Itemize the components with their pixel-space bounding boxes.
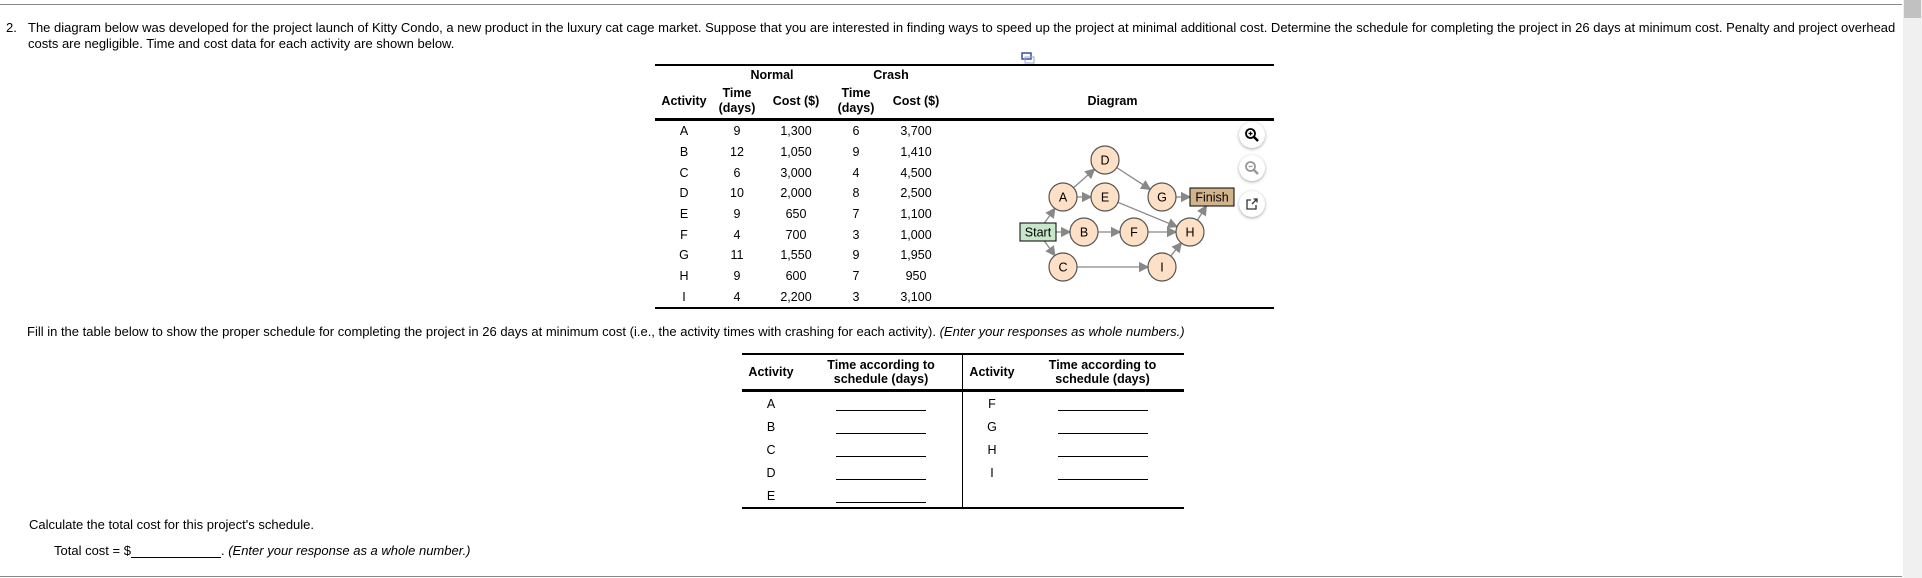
normal-time-header: Time (days): [713, 84, 761, 120]
answer-activity-header-left: Activity: [742, 354, 800, 391]
answer-row: [742, 415, 1184, 438]
edge-a-d: [1074, 169, 1095, 187]
total-cost-note: (Enter your response as a whole number.): [228, 543, 471, 558]
cell-normal-time: 10: [730, 186, 744, 201]
node-label: D: [1100, 153, 1110, 168]
cell-normal-cost: 1,550: [780, 248, 812, 263]
cell-activity: D: [679, 186, 689, 201]
schedule-time-input[interactable]: [836, 488, 926, 503]
edge-h-finish: [1197, 206, 1206, 220]
cell-normal-time: 4: [713, 287, 761, 309]
activity-row: [655, 120, 1274, 142]
cell-normal-time: 11: [730, 248, 744, 263]
answer-row: [742, 461, 1184, 484]
normal-cost-header: Cost ($): [761, 84, 831, 120]
cell-crash-time: 8: [852, 186, 860, 201]
answer-activity-label: I: [990, 465, 994, 480]
cell-normal-cost: 1,300: [780, 124, 812, 139]
cell-crash-cost: 1,000: [900, 227, 932, 242]
activity-header: Activity: [655, 84, 713, 120]
cell-normal-time: 6: [733, 165, 741, 180]
cell-activity: H: [679, 269, 689, 284]
node-c: [1049, 253, 1077, 281]
crash-group-header: Crash: [831, 65, 951, 84]
answer-activity-header-right: Activity: [963, 354, 1022, 391]
crash-time-header: Time (days): [831, 84, 881, 120]
answer-activity-label: E: [742, 484, 800, 508]
cell-crash-time: 9: [852, 145, 860, 160]
cell-normal-cost: 2,000: [780, 186, 812, 201]
node-a: [1049, 183, 1077, 211]
zoom-out-icon[interactable]: [1239, 155, 1265, 181]
answer-activity-label: G: [987, 419, 997, 434]
cell-normal-time: 12: [730, 145, 744, 160]
zoom-in-icon[interactable]: [1239, 122, 1265, 148]
total-cost-label: Total cost = $: [54, 543, 131, 558]
node-g: [1148, 183, 1176, 211]
cell-crash-cost: 950: [905, 269, 927, 284]
node-e: [1091, 183, 1119, 211]
schedule-time-input[interactable]: [836, 442, 926, 457]
node-label: Finish: [1195, 190, 1229, 205]
schedule-time-input[interactable]: [1058, 442, 1148, 457]
cell-crash-cost: 3,100: [881, 287, 951, 309]
question-number: 2.: [6, 20, 17, 35]
answer-activity-label: C: [766, 442, 776, 457]
cell-activity: G: [679, 248, 689, 263]
node-d: [1091, 146, 1119, 174]
cell-normal-time: 4: [733, 227, 741, 242]
node-label: I: [1160, 260, 1164, 275]
cell-crash-time: 3: [831, 287, 881, 309]
node-b: [1070, 218, 1098, 246]
diagram-header: Diagram: [951, 84, 1274, 120]
schedule-time-input[interactable]: [1058, 419, 1148, 434]
answer-time-header-left: Time according to schedule (days): [800, 354, 963, 391]
node-label: Start: [1024, 225, 1052, 240]
node-f: [1120, 218, 1148, 246]
edge-start-c: [1044, 241, 1054, 256]
node-finish: [1190, 188, 1234, 206]
answer-activity-label: B: [766, 419, 776, 434]
cell-crash-time: 7: [852, 269, 860, 284]
node-label: C: [1058, 260, 1068, 275]
cell-activity: I: [655, 287, 713, 309]
answer-activity-label: A: [766, 396, 776, 411]
cell-crash-cost: 1,410: [900, 145, 932, 160]
cell-crash-time: 6: [852, 124, 860, 139]
cell-normal-cost: 3,000: [780, 165, 812, 180]
cell-normal-time: 9: [733, 269, 741, 284]
node-label: G: [1157, 190, 1167, 205]
cell-activity: A: [679, 124, 689, 139]
node-i: [1148, 253, 1176, 281]
cell-normal-cost: 2,200: [761, 287, 831, 309]
answer-activity-label: F: [988, 396, 996, 411]
cell-crash-cost: 1,950: [900, 248, 932, 263]
answer-row: [742, 484, 1184, 508]
answer-time-header-right: Time according to schedule (days): [1021, 354, 1184, 391]
bottom-divider: [0, 576, 1902, 577]
node-start: [1020, 223, 1056, 241]
schedule-time-input[interactable]: [836, 465, 926, 480]
cell-crash-cost: 1,100: [900, 207, 932, 222]
fill-instructions: Fill in the table below to show the proper schedule for completing the project in 26 days at minimum cost (i.e., the activity times with crashing for each activity). (Enter your responses as whole numbers.): [27, 324, 1185, 339]
total-cost-prompt: Calculate the total cost for this project's schedule.: [29, 517, 315, 532]
schedule-time-input[interactable]: [836, 396, 926, 411]
cell-normal-cost: 600: [785, 269, 807, 284]
scrollbar-thumb[interactable]: [1904, 0, 1921, 18]
edge-i-h: [1171, 243, 1182, 256]
node-label: A: [1058, 190, 1068, 205]
node-h: [1176, 218, 1204, 246]
cell-crash-time: 7: [852, 207, 860, 222]
schedule-answer-table: [742, 353, 1184, 509]
fill-note: (Enter your responses as whole numbers.): [939, 324, 1185, 339]
node-label: F: [1130, 225, 1138, 240]
project-network-diagram: [1015, 140, 1229, 290]
cell-normal-cost: 1,050: [780, 145, 812, 160]
schedule-time-input[interactable]: [836, 419, 926, 434]
total-cost-row: Total cost = $ . (Enter your response as a whole number.): [54, 543, 471, 558]
cell-activity: E: [679, 207, 689, 222]
question-text: The diagram below was developed for the project launch of Kitty Condo, a new product in the luxury cat cage market. Suppose that you are interested in finding ways to speed up the project at minimal additional cost. Determine the schedule for completing the project in 26 days at minimum cost. Penalty and project overhead costs are negligible. Time and cost data for each activity are shown below.: [28, 20, 1896, 51]
total-cost-input[interactable]: [131, 543, 221, 558]
top-divider: [0, 4, 1902, 5]
cell-normal-cost: 700: [785, 227, 807, 242]
popout-icon[interactable]: [1239, 191, 1265, 217]
cell-normal-time: 9: [733, 207, 741, 222]
schedule-time-input[interactable]: [1058, 465, 1148, 480]
cell-crash-time: 9: [852, 248, 860, 263]
node-label: E: [1100, 190, 1110, 205]
edge-start-a: [1044, 208, 1054, 223]
normal-group-header: Normal: [713, 65, 831, 84]
crash-cost-header: Cost ($): [881, 84, 951, 120]
answer-activity-label: D: [766, 465, 776, 480]
cell-crash-cost: 2,500: [900, 186, 932, 201]
cell-normal-cost: 650: [785, 207, 807, 222]
answer-row: [742, 438, 1184, 461]
node-label: H: [1185, 225, 1195, 240]
node-label: B: [1079, 225, 1089, 240]
cell-activity: F: [680, 227, 688, 242]
answer-activity-label: H: [987, 442, 997, 457]
cell-crash-cost: 4,500: [900, 165, 932, 180]
vertical-scrollbar[interactable]: [1903, 0, 1922, 578]
cell-activity: C: [679, 165, 689, 180]
answer-row: [742, 391, 1184, 416]
cell-activity: B: [679, 145, 689, 160]
cell-normal-time: 9: [733, 124, 741, 139]
cell-crash-time: 3: [852, 227, 860, 242]
cell-crash-time: 4: [852, 165, 860, 180]
edge-d-g: [1117, 168, 1151, 190]
cell-crash-cost: 3,700: [900, 124, 932, 139]
schedule-time-input[interactable]: [1058, 396, 1148, 411]
